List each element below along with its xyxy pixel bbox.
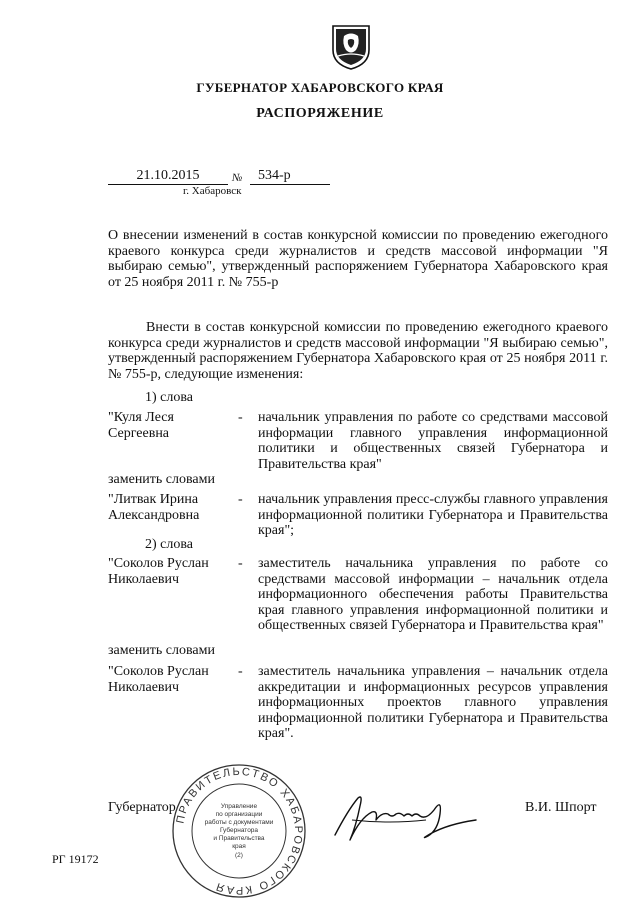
registration-number: РГ 19172: [52, 852, 99, 866]
stamp-line-4: Губернатора: [219, 827, 259, 834]
stamp-line-2: по организации: [215, 811, 263, 818]
item-1-label: 1) слова: [145, 390, 194, 405]
item-2-old-desc: заместитель начальника управления по работе со средствами массовой информации – начальник отдела информационного обеспечения работы Правительства края главного управления информационной политики и общественных связей Губернатора и Правительства края": [258, 556, 608, 633]
stamp-ring-text: ПРАВИТЕЛЬСТВО ХАБАРОВСКОГО КРАЯ: [174, 765, 305, 897]
item-1-old-desc: начальник управления по работе со средствами массовой информации главного управления информационной политики и общественных связей Губернатора и Правительства края": [258, 410, 608, 472]
handwritten-signature: [330, 790, 480, 850]
item-1-new-dash: -: [238, 492, 243, 507]
stamp-line-7: (2): [235, 852, 243, 859]
item-2-replace-label: заменить словами: [108, 643, 215, 658]
item-2-old-dash: -: [238, 556, 243, 571]
document-number: 534-р: [250, 168, 330, 185]
stamp-line-6: края: [232, 843, 246, 850]
item-2-new-dash: -: [238, 664, 243, 679]
item-1-old-name: "Куля Леся Сергеевна: [108, 410, 174, 441]
number-sign: №: [232, 172, 243, 184]
signatory-title: Губернатор: [108, 800, 176, 815]
item-2-new-desc: заместитель начальника управления – начальник отдела аккредитации и информационных ресурсов управления информационных проектов главного управления информационной политики Губернатора и Правительства края".: [258, 664, 608, 741]
document-intro: Внести в состав конкурсной комиссии по проведению ежегодного краевого конкурса среди журналистов и средств массовой информации "Я выбираю семью", утвержденный распоряжением Губернатора Хабаровского края от 25 ноября 2011 г. № 755-р, следующие изменения:: [108, 320, 608, 382]
authority-title: ГУБЕРНАТОР ХАБАРОВСКОГО КРАЯ: [196, 80, 444, 95]
document-subject: О внесении изменений в состав конкурсной комиссии по проведению ежегодного краевого конкурса среди журналистов и средств массовой информации "Я выбираю семью", утвержденный распоряжением Губернатора Хабаровского края от 25 ноября 2011 г. № 755-р: [108, 228, 608, 290]
item-1-new-name: "Литвак Ирина Александровна: [108, 492, 200, 523]
item-2-new-name: "Соколов Руслан Николаевич: [108, 664, 209, 695]
item-1-old-dash: -: [238, 410, 243, 425]
item-2-label: 2) слова: [145, 537, 194, 552]
coat-of-arms-icon: [330, 22, 372, 70]
item-1-new-desc: начальник управления пресс-службы главного управления информационной политики Губернатора и Правительства края";: [258, 492, 608, 538]
document-type: РАСПОРЯЖЕНИЕ: [256, 106, 384, 121]
signatory-name: В.И. Шпорт: [525, 800, 597, 815]
document-date: 21.10.2015: [108, 168, 228, 185]
document-city: г. Хабаровск: [183, 185, 242, 197]
official-stamp: [170, 762, 308, 900]
stamp-line-1: Управление: [220, 803, 258, 810]
stamp-line-3: работы с документами: [204, 819, 274, 826]
stamp-line-5: и Правительства: [213, 835, 265, 842]
item-1-replace-label: заменить словами: [108, 472, 215, 487]
item-2-old-name: "Соколов Руслан Николаевич: [108, 556, 209, 587]
